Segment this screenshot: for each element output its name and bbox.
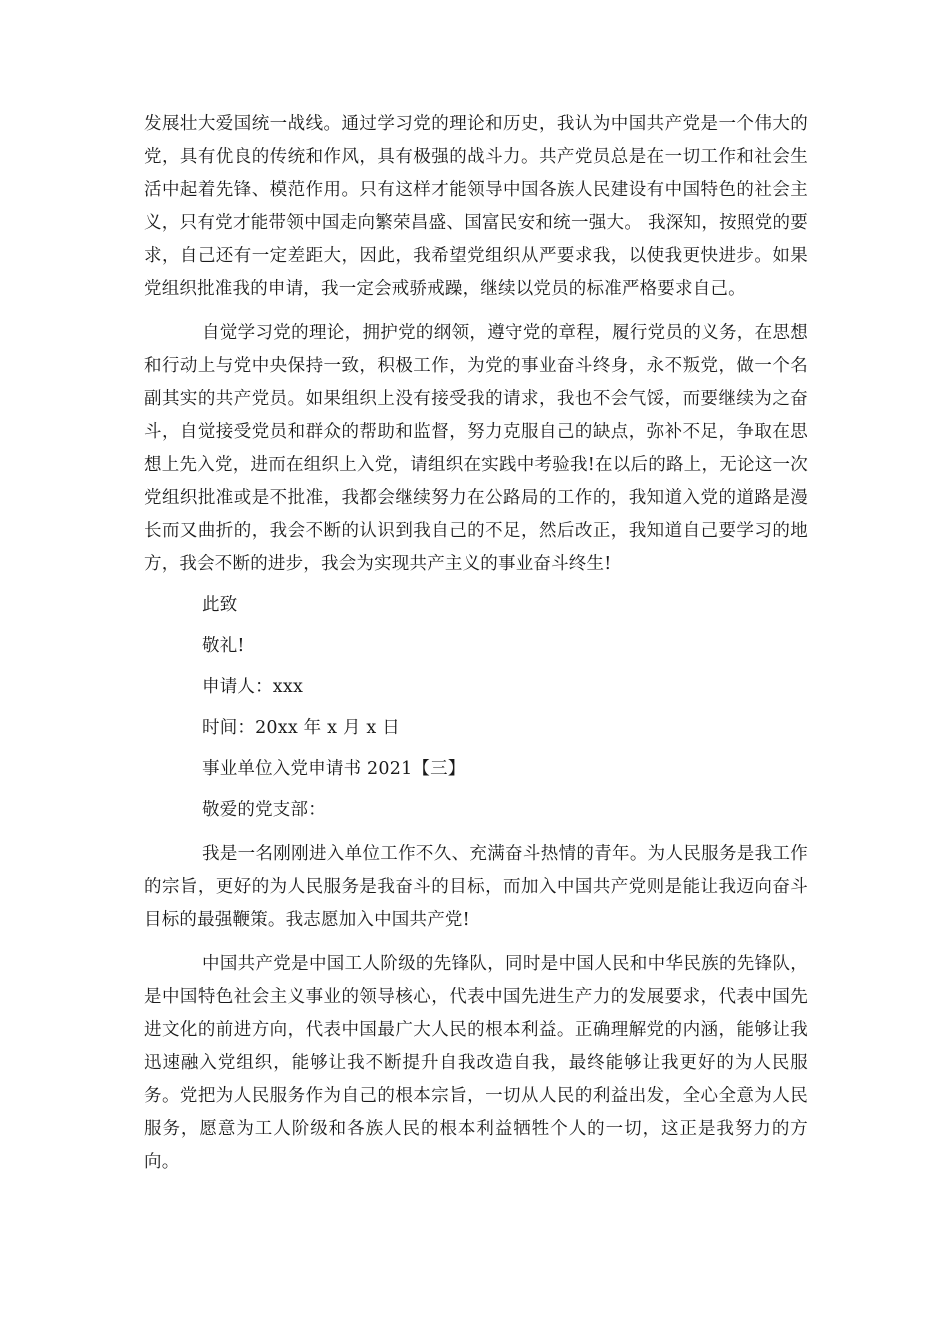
date-line: 时间：20xx 年 x 月 x 日 [202, 718, 400, 738]
paragraph-1: 发展壮大爱国统一战线。通过学习党的理论和历史，我认为中国共产党是一个伟大的党，具有优良的传统和作风，具有极强的战斗力。共产党员总是在一切工作和社会生活中起着先锋、模范作用。只有这样才能领导中国各族人民建设有中国特色的社会主义，只有党才能带领中国走向繁荣昌盛、国富民安和统一强大。 我深知，按照党的要求，自己还有一定差距大，因此，我希望党组织从严要求我，以使我更快进步。如果党组织批准我的申请，我一定会戒骄戒躁，继续以党员的标准严格要求自己。 [144, 114, 808, 299]
paragraph-2: 自觉学习党的理论，拥护党的纲领，遵守党的章程，履行党员的义务，在思想和行动上与党中央保持一致，积极工作，为党的事业奋斗终身，永不叛党，做一个名副其实的共产党员。如果组织上没有接受我的请求，我也不会气馁，而要继续为之奋斗，自觉接受党员和群众的帮助和监督，努力克服自己的缺点，弥补不足，争取在思想上先入党，进而在组织上入党，请组织在实践中考验我!在以后的路上，无论这一次党组织批准或是不批准，我都会继续努力在公路局的工作的，我知道入党的道路是漫长而又曲折的，我会不断的认识到我自己的不足，然后改正，我知道自己要学习的地方，我会不断的进步，我会为实现共产主义的事业奋斗终生! [144, 323, 808, 574]
closing-line-1: 此致 [202, 595, 238, 615]
paragraph-4: 中国共产党是中国工人阶级的先锋队，同时是中国人民和中华民族的先锋队，是中国特色社会主义事业的领导核心，代表中国先进生产力的发展要求，代表中国先进文化的前进方向，代表中国最广大人民的根本利益。正确理解党的内涵，能够让我迅速融入党组织，能够让我不断提升自我改造自我，最终能够让我更好的为人民服务。党把为人民服务作为自己的根本宗旨，一切从人民的利益出发，全心全意为人民服务，愿意为工人阶级和各族人民的根本利益牺牲个人的一切，这正是我努力的方向。 [144, 954, 808, 1172]
salutation: 敬爱的党支部： [202, 800, 326, 820]
section-title: 事业单位入党申请书 2021【三】 [202, 759, 466, 779]
paragraph-3: 我是一名刚刚进入单位工作不久、充满奋斗热情的青年。为人民服务是我工作的宗旨，更好的为人民服务是我奋斗的目标，而加入中国共产党则是能让我迈向奋斗目标的最强鞭策。我志愿加入中国共产党! [144, 844, 808, 930]
document-page [144, 108, 808, 1179]
closing-line-2: 敬礼! [202, 636, 245, 656]
applicant-line: 申请人：xxx [202, 677, 304, 697]
